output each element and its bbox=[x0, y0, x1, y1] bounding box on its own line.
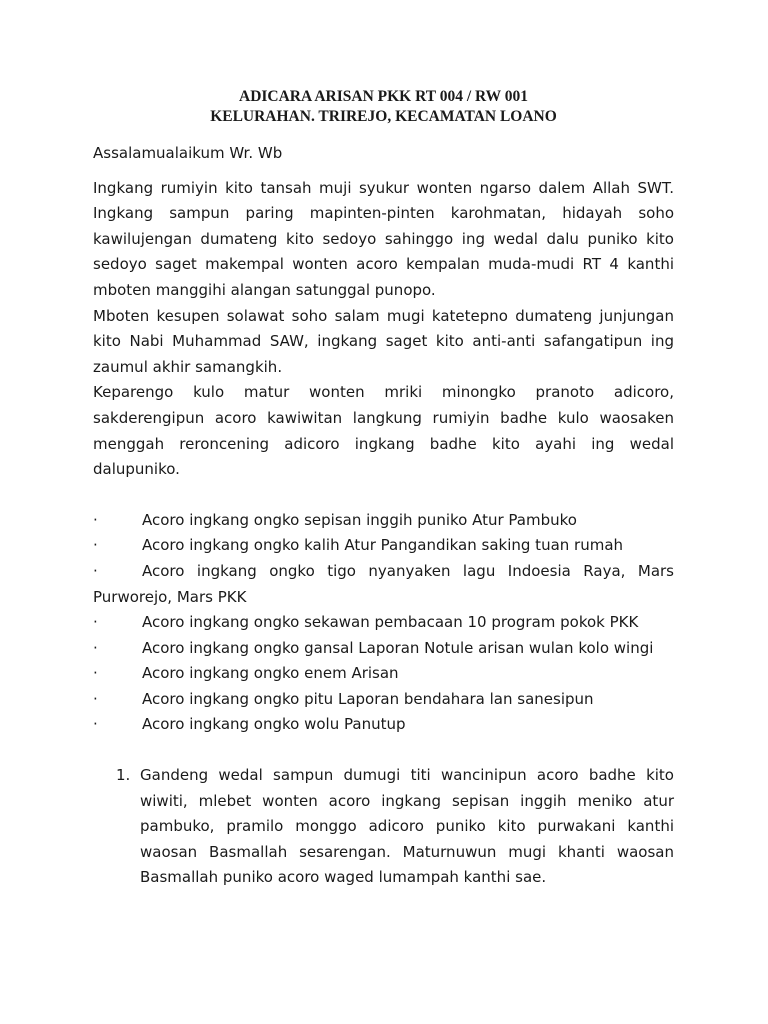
agenda-item bbox=[93, 508, 674, 534]
bullet-icon: · bbox=[93, 638, 98, 657]
bullet-icon: · bbox=[93, 689, 98, 708]
agenda-item bbox=[93, 533, 674, 559]
bullet-icon: · bbox=[93, 561, 98, 580]
agenda-item-text: Acoro ingkang ongko gansal Laporan Notule arisan wulan kolo wingi bbox=[142, 638, 654, 657]
bullet-icon: · bbox=[93, 664, 98, 683]
agenda-list bbox=[93, 508, 674, 738]
agenda-item-text: Acoro ingkang ongko tigo nyanyaken lagu Indoesia Raya, Mars Purworejo, Mars PKK bbox=[93, 561, 674, 606]
numbered-list bbox=[93, 763, 674, 891]
agenda-item-text: Acoro ingkang ongko pitu Laporan bendahara lan sanesipun bbox=[142, 689, 594, 708]
paragraph-opening: Ingkang rumiyin kito tansah muji syukur wonten ngarso dalem Allah SWT. Ingkang sampun paring mapinten-pinten karohmatan, hidayah soho kawilujengan dumateng kito sedoyo sahinggo ing wedal dalu puniko kito sedoyo saget makempal wonten acoro kempalan muda-mudi RT 4 kanthi mboten manggihi alangan satunggal punopo. bbox=[93, 178, 674, 299]
bullet-icon: · bbox=[93, 536, 98, 555]
agenda-item bbox=[93, 661, 674, 687]
bullet-icon: · bbox=[93, 613, 98, 632]
bullet-icon: · bbox=[93, 715, 98, 734]
agenda-item bbox=[93, 687, 674, 713]
title-line-1: ADICARA ARISAN PKK RT 004 / RW 001 bbox=[239, 88, 528, 105]
agenda-item bbox=[93, 636, 674, 662]
document-page bbox=[93, 87, 674, 891]
greeting: Assalamualaikum Wr. Wb bbox=[93, 144, 283, 162]
bullet-icon: · bbox=[93, 510, 98, 529]
agenda-item bbox=[93, 610, 674, 636]
agenda-item bbox=[93, 559, 674, 610]
agenda-item-text: Acoro ingkang ongko sepisan inggih puniko Atur Pambuko bbox=[142, 510, 577, 529]
numbered-item bbox=[93, 763, 674, 891]
paragraph-salawat: Mboten kesupen solawat soho salam mugi katetepno dumateng junjungan kito Nabi Muhammad SAW, ingkang saget kito anti-anti safangatipun ing zaumul akhir samangkih. bbox=[93, 306, 674, 376]
body-paragraphs bbox=[93, 176, 674, 483]
numbered-item-text: Gandeng wedal sampun dumugi titi wancinipun acoro badhe kito wiwiti, mlebet wonten acoro ingkang sepisan inggih meniko atur pambuko, pramilo monggo adicoro puniko kito purwakani kanthi waosan Basmallah sesarengan. Maturnuwun mugi khanti waosan Basmallah puniko acoro waged lumampah kanthi sae. bbox=[140, 766, 674, 887]
agenda-item-text: Acoro ingkang ongko wolu Panutup bbox=[142, 715, 406, 734]
agenda-item-text: Acoro ingkang ongko sekawan pembacaan 10 program pokok PKK bbox=[142, 613, 639, 632]
title-line-2: KELURAHAN. TRIREJO, KECAMATAN LOANO bbox=[210, 108, 557, 125]
agenda-item bbox=[93, 712, 674, 738]
list-number: 1. bbox=[116, 766, 131, 785]
agenda-item-text: Acoro ingkang ongko enem Arisan bbox=[142, 664, 399, 683]
agenda-item-text: Acoro ingkang ongko kalih Atur Pangandikan saking tuan rumah bbox=[142, 536, 624, 555]
paragraph-introduction: Keparengo kulo matur wonten mriki minongko pranoto adicoro, sakderengipun acoro kawiwitan langkung rumiyin badhe kulo waosaken menggah reroncening adicoro ingkang badhe kito ayahi ing wedal dalupuniko. bbox=[93, 383, 674, 479]
document-title bbox=[93, 87, 674, 127]
